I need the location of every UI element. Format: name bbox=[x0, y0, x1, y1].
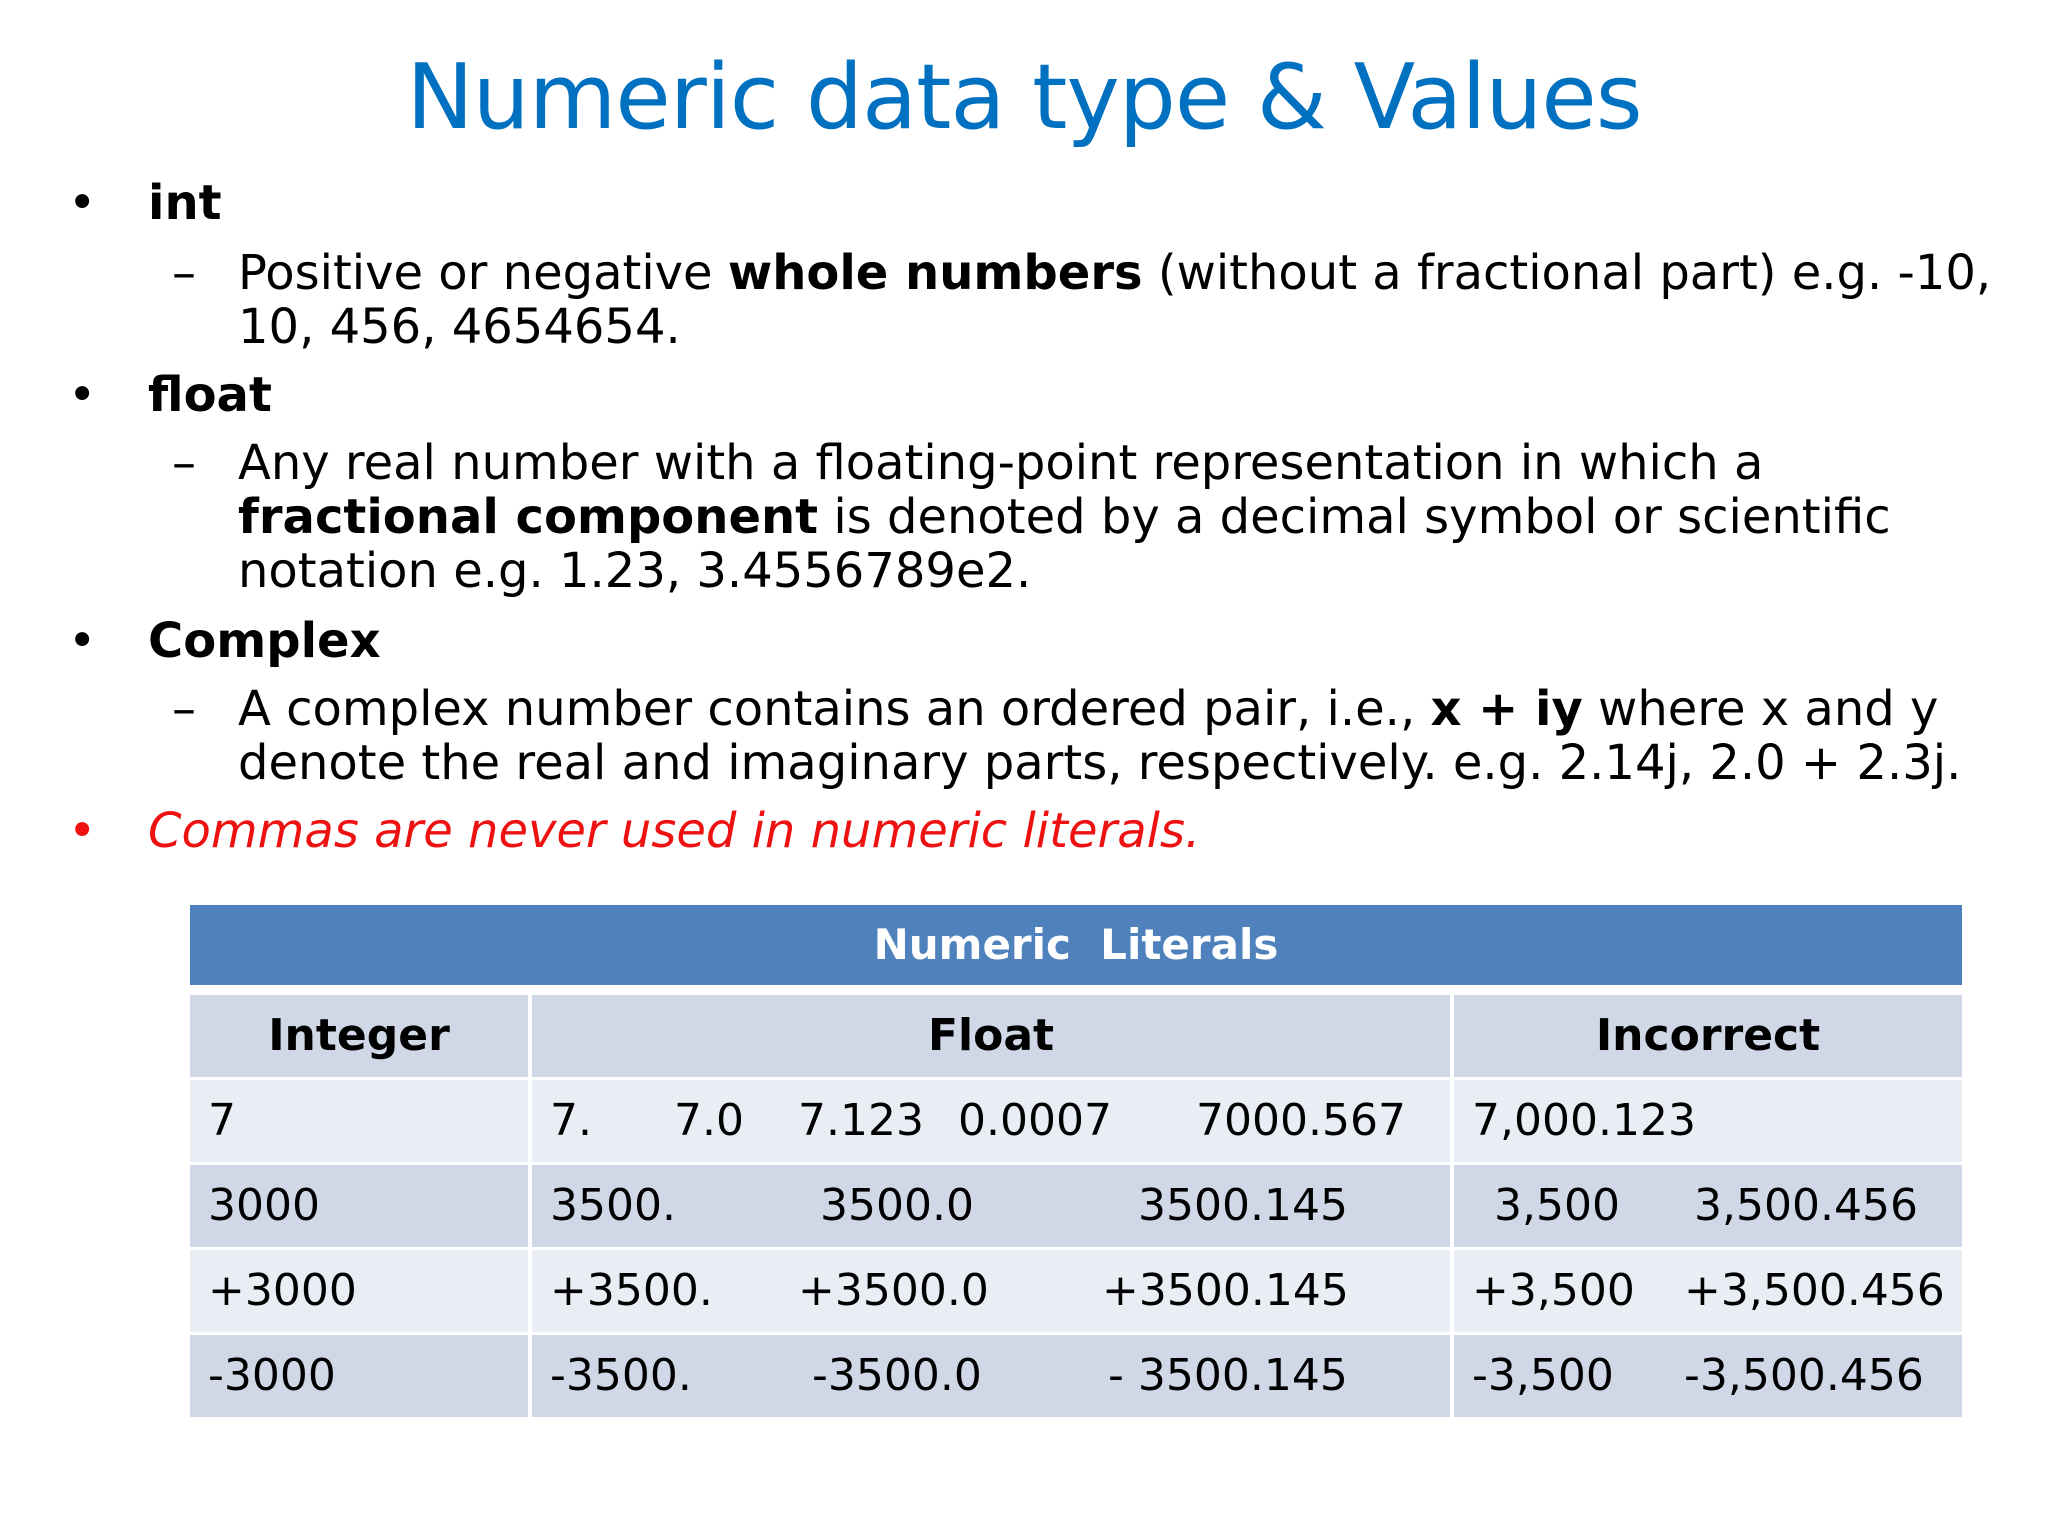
bullet-dot: • bbox=[68, 175, 97, 231]
float-value: +3500. bbox=[550, 1265, 713, 1316]
incorrect-value: +3,500 bbox=[1472, 1265, 1635, 1316]
float-value: 7000.567 bbox=[1196, 1095, 1406, 1146]
incorrect-value: -3,500 bbox=[1472, 1350, 1614, 1401]
bullet-dot: • bbox=[68, 613, 97, 669]
bullet-dot-red: • bbox=[68, 803, 97, 859]
float-desc-line-3: notation e.g. 1.23, 3.4556789e2. bbox=[238, 543, 1032, 599]
float-cell bbox=[532, 1080, 1450, 1162]
float-cell bbox=[532, 1250, 1450, 1332]
column-header-integer: Integer bbox=[190, 995, 528, 1077]
bullet-heading-int: int bbox=[148, 175, 222, 231]
float-value: +3500.145 bbox=[1102, 1265, 1349, 1316]
table-row bbox=[190, 1165, 1962, 1247]
bullet-heading-float: float bbox=[148, 367, 272, 423]
bullet-dot: • bbox=[68, 367, 97, 423]
commas-note: Commas are never used in numeric literals. bbox=[148, 803, 1201, 859]
float-value: +3500.0 bbox=[798, 1265, 989, 1316]
table-row bbox=[190, 1250, 1962, 1332]
complex-desc-line-1: A complex number contains an ordered pair, i.e., x + iy where x and y bbox=[238, 681, 1939, 737]
float-cell bbox=[532, 1165, 1450, 1247]
incorrect-value: 3,500.456 bbox=[1694, 1180, 1918, 1231]
float-desc-line-1: Any real number with a floating-point representation in which a bbox=[238, 435, 1764, 491]
int-desc-line-1: Positive or negative whole numbers (without a fractional part) e.g. -10, bbox=[238, 245, 1992, 301]
float-value: 3500. bbox=[550, 1180, 676, 1231]
complex-desc-line-2: denote the real and imaginary parts, respectively. e.g. 2.14j, 2.0 + 2.3j. bbox=[238, 735, 1962, 791]
incorrect-cell bbox=[1454, 1250, 1962, 1332]
float-value: 3500.145 bbox=[1138, 1180, 1348, 1231]
column-header-incorrect: Incorrect bbox=[1454, 995, 1962, 1077]
sub-dash: – bbox=[172, 245, 196, 301]
slide-title: Numeric data type & Values bbox=[406, 45, 1642, 150]
bullet-heading-complex: Complex bbox=[148, 613, 381, 669]
float-desc-line-2: fractional component is denoted by a decimal symbol or scientific bbox=[238, 489, 1891, 545]
table-header-row bbox=[190, 995, 1962, 1077]
float-value: -3500. bbox=[550, 1350, 692, 1401]
integer-cell: 7 bbox=[190, 1080, 528, 1162]
incorrect-value: 7,000.123 bbox=[1472, 1095, 1696, 1146]
float-cell bbox=[532, 1335, 1450, 1417]
incorrect-value: 3,500 bbox=[1494, 1180, 1620, 1231]
integer-cell: 3000 bbox=[190, 1165, 528, 1247]
float-value: 7.0 bbox=[674, 1095, 744, 1146]
int-desc-line-2: 10, 456, 4654654. bbox=[238, 299, 681, 355]
float-value: - 3500.145 bbox=[1108, 1350, 1348, 1401]
integer-cell: +3000 bbox=[190, 1250, 528, 1332]
column-header-float: Float bbox=[532, 995, 1450, 1077]
float-value: 3500.0 bbox=[820, 1180, 974, 1231]
float-value: 7.123 bbox=[798, 1095, 924, 1146]
incorrect-cell bbox=[1454, 1335, 1962, 1417]
integer-cell: -3000 bbox=[190, 1335, 528, 1417]
float-value: 0.0007 bbox=[958, 1095, 1112, 1146]
float-value: -3500.0 bbox=[812, 1350, 982, 1401]
float-value: 7. bbox=[550, 1095, 592, 1146]
sub-dash: – bbox=[172, 435, 196, 491]
incorrect-cell bbox=[1454, 1080, 1962, 1162]
table-row bbox=[190, 1335, 1962, 1417]
table-caption: Numeric Literals bbox=[190, 905, 1962, 985]
incorrect-cell bbox=[1454, 1165, 1962, 1247]
sub-dash: – bbox=[172, 681, 196, 737]
incorrect-value: -3,500.456 bbox=[1684, 1350, 1924, 1401]
table-row bbox=[190, 1080, 1962, 1162]
incorrect-value: +3,500.456 bbox=[1684, 1265, 1945, 1316]
